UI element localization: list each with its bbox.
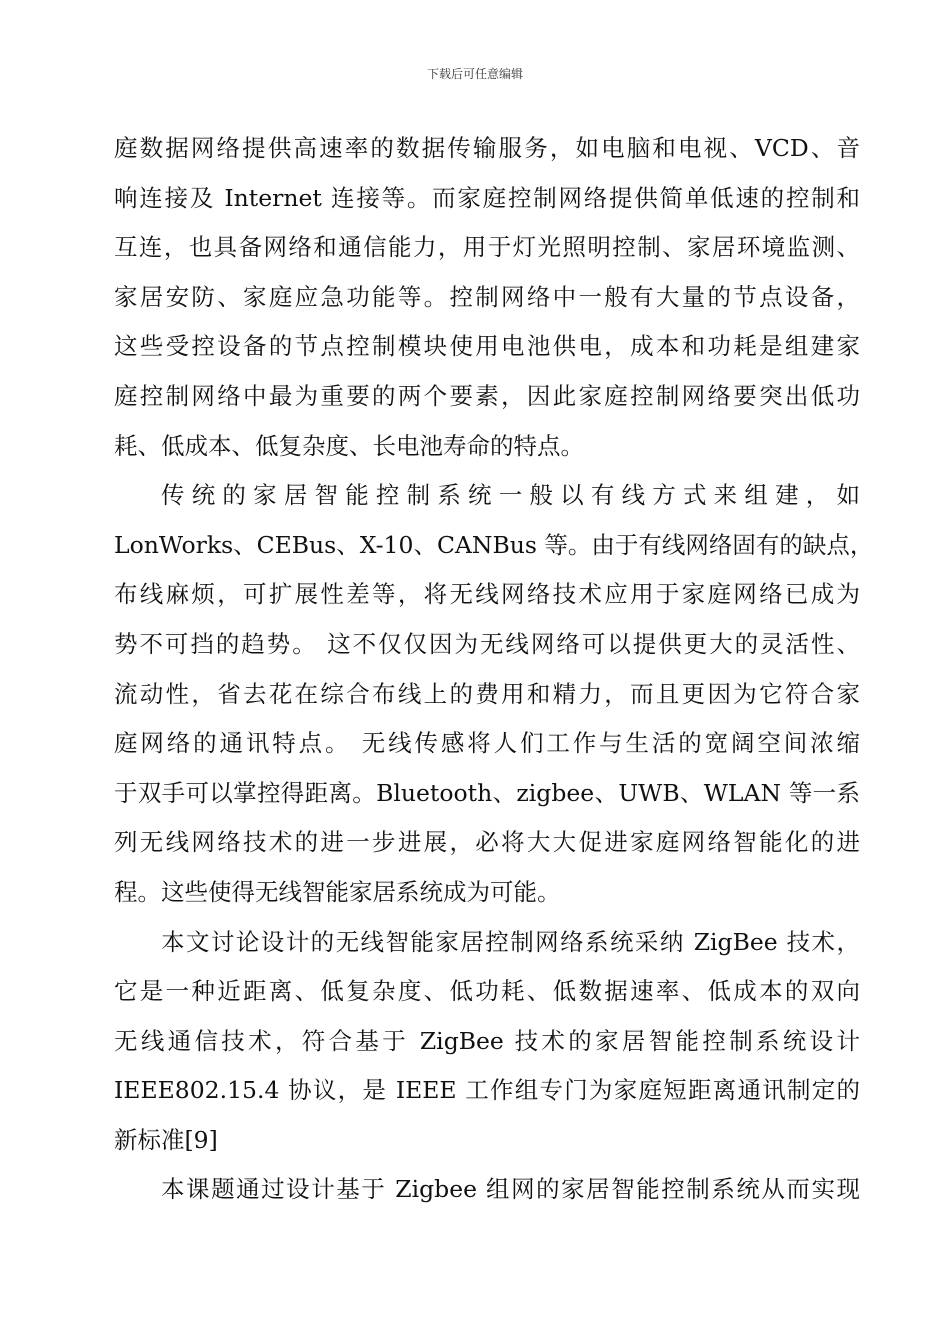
text-line: 于双手可以掌控得距离。Bluetooth、zigbee、UWB、WLAN 等一系 [114,778,860,807]
text-line: 传统的家居智能控制系统一般以有线方式来组建，如 [161,481,860,510]
text-line: 庭网络的通讯特点。 无线传感将人们工作与生活的宽阔空间浓缩 [114,729,860,758]
text-line: 这些受控设备的节点控制模块使用电池供电，成本和功耗是组建家 [114,332,860,361]
text-line: 庭控制网络中最为重要的两个要素，因此家庭控制网络要突出低功 [114,381,860,410]
text-line: 程。这些使得无线智能家居系统成为可能。 [114,877,561,906]
paragraph-2 [114,471,874,917]
text-line: 家居安防、家庭应急功能等。控制网络中一般有大量的节点设备， [114,282,860,311]
text-line: 互连，也具备网络和通信能力，用于灯光照明控制、家居环境监测、 [114,233,860,262]
paragraph-1 [114,124,860,471]
text-line: 势不可挡的趋势。 这不仅仅因为无线网络可以提供更大的灵活性、 [114,629,860,658]
text-line: 本课题通过设计基于 Zigbee 组网的家居智能控制系统从而实现 [161,1175,860,1204]
paragraph-4 [114,1165,860,1215]
text-line: 本文讨论设计的无线智能家居控制网络系统采纳 ZigBee 技术， [161,927,860,956]
page-header: 下载后可任意编辑 [426,67,523,81]
text-line: 流动性，省去花在综合布线上的费用和精力，而且更因为它符合家 [114,679,860,708]
text-line: 响连接及 Internet 连接等。而家庭控制网络提供简单低速的控制和 [114,183,860,212]
document-body [114,124,874,1215]
text-line: 庭数据网络提供高速率的数据传输服务，如电脑和电视、VCD、音 [114,134,860,162]
text-line: 耗、低成本、低复杂度、长电池寿命的特点。 [114,431,584,460]
text-line: 列无线网络技术的进一步进展，必将大大促进家庭网络智能化的进 [114,828,860,857]
text-line: 它是一种近距离、低复杂度、低功耗、低数据速率、低成本的双向 [114,977,860,1006]
text-line: IEEE802.15.4 协议，是 IEEE 工作组专门为家庭短距离通讯制定的 [114,1076,860,1105]
text-line: LonWorks、CEBus、X-10、CANBus 等。由于有线网络固有的缺点， [114,530,874,559]
paragraph-3 [114,918,860,1166]
text-line: 布线麻烦，可扩展性差等，将无线网络技术应用于家庭网络已成为 [114,580,860,609]
text-line: 无线通信技术，符合基于 ZigBee 技术的家居智能控制系统设计 [114,1026,860,1055]
text-line: 新标准[9] [114,1125,218,1154]
